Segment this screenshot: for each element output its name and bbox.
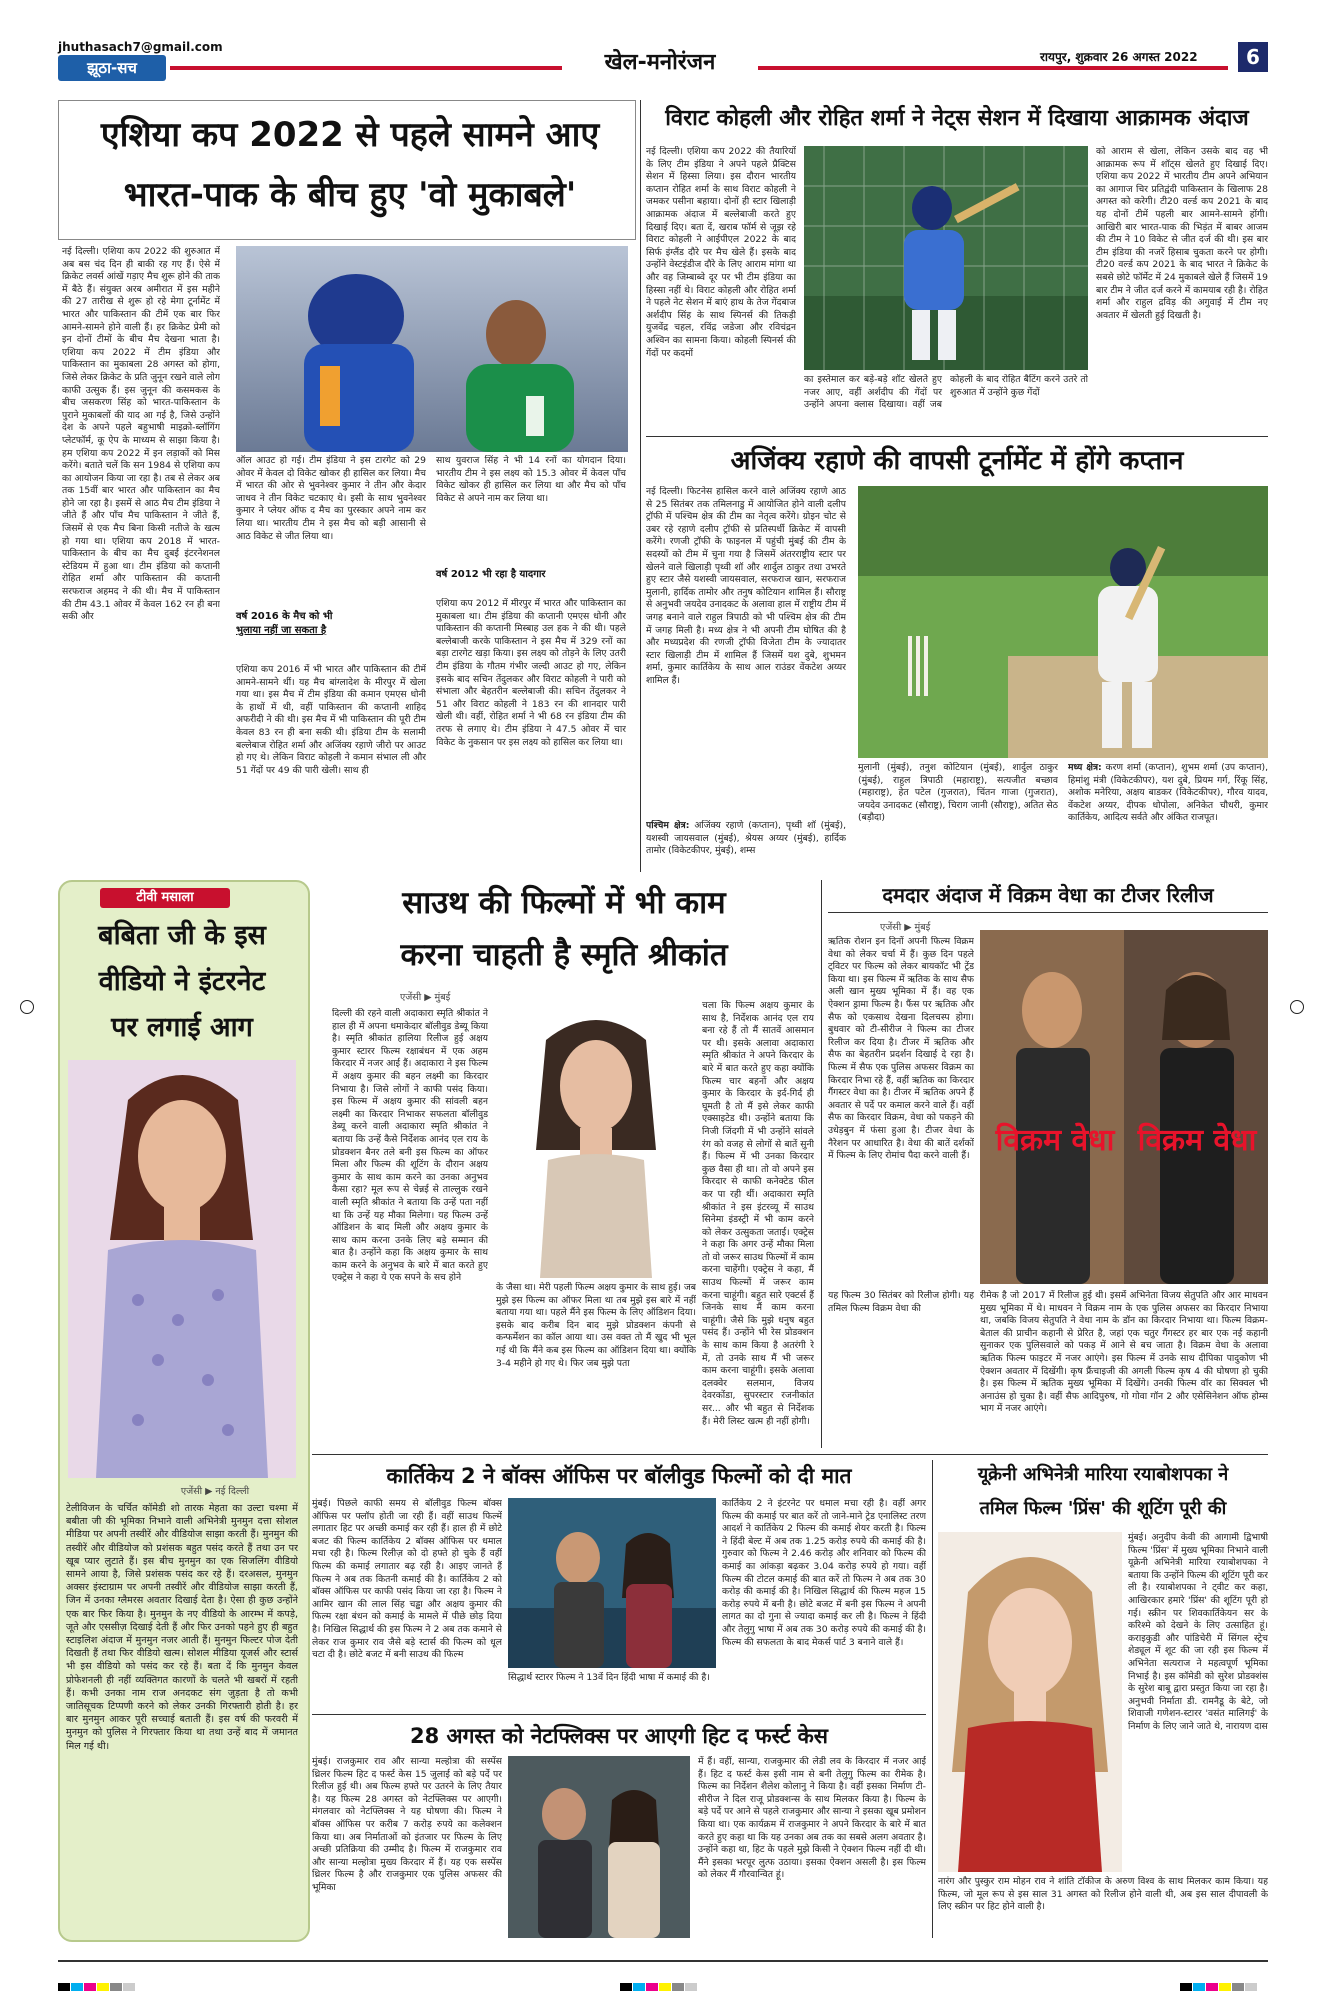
asia-subhead-2016-b: भुलाया नहीं जा सकता है [236, 625, 327, 636]
vikram-col3-text: यह फिल्म 30 सितंबर को रिलीज होगी। यह तमिल फिल्म विक्रम वेधा की [828, 1290, 974, 1314]
header-rule-right [758, 66, 1228, 70]
virat-photo-nets [804, 146, 1088, 370]
tv-masala-tag-text: टीवी मसाला [136, 890, 194, 905]
vikram-col2-text: रीमेक है जो 2017 में रिलीज हुई थी। इसमें अभिनेता विजय सेतुपति और आर माधवन मुख्य भूमिका में थे। माधवन ने विक्रम नाम के एक पुलिस अफसर का किरदार निभाया था, जबकि विजय सेतुपति ने वेधा नाम के डॉन का किरदार निभाया था। फिल्म विक्रम-बेताल की प्राचीन कहानी से प्रेरित है, जहां एक चतुर गैंगस्टर हर बार एक नई कहानी सुनाकर एक पुलिसवाले को पकड़ में आने से बच जाता है। विक्रम वेधा के अलावा ऋतिक फिल्म फाइटर में नजर आएंगे। इस फिल्म में उनके साथ दीपिका पादुकोण भी ऐक्शन अवतार में दिखेंगी। कृष फ्रैंचाइजी की अगली फिल्म कृष 4 की घोषणा हो चुकी है। इस फिल्म में ऋतिक मुख्य भूमिका में दिखेंगे। उनकी फिल्म वॉर का सिक्वल भी अनाउंस हो चुका है। वहीं सैफ आदिपुरुष, गो गोवा गॉन 2 और एसेसिनेशन ऑफ होम्स भाग में नजर आएंगे। [980, 1290, 1268, 1415]
masthead-logo [58, 55, 166, 81]
asia-col3-text: साथ युवराज सिंह ने भी 14 रनों का योगदान दिया। भारतीय टीम ने इस लक्ष्य को 15.3 ओवर में केवल पाँच विकेट खोकर ही हासिल कर लिया था और मैच को पाँच विकेट से अपने नाम कर लिया था। [436, 455, 626, 504]
rahane-headline: अजिंक्य रहाणे की वापसी टूर्नामेंट में होंगे कप्तान [730, 446, 1184, 476]
netflix-col1-text: मुंबई। राजकुमार राव और सान्या मल्होत्रा की सस्पेंस थ्रिलर फिल्म हिट द फर्स्ट केस 15 जुलाई को बड़े पर्दे पर रिलीज हुई थी। अब फिल्म हफ्ते पर उतरने के लिए तैयार है। यह फिल्म 28 अगस्त को नेटफ्लिक्स पर आएगी। मंगलवार को नेटफ्लिक्स ने यह घोषणा की। फिल्म ने बॉक्स ऑफिस पर करीब 7 करोड़ रुपये का कलेक्शन किया था। अब निर्माताओं को इंतजार पर फिल्म के लिए अच्छी प्रतिक्रिया की उम्मीद है। फिल्म में राजकुमार राव और सान्या मल्होत्रा मुख्य किरदार में हैं। यह एक सस्पेंस थ्रिलर फिल्म है और राजकुमार एक पुलिस अफसर की भूमिका [312, 1756, 502, 1893]
asia-col2-text: ऑल आउट हो गई। टीम इंडिया ने इस टारगेट को 29 ओवर में केवल दो विकेट खोकर ही हासिल कर लिया। मैच में भारत की ओर से भुवनेश्वर कुमार ने तीन और केदार जाधव ने तीन विकेट चटकाए थे। इसी के साथ भुवनेश्वर कुमार ने प्लेयर ऑफ द मैच का पुरस्कार अपने नाम कर लिया था। भारतीय टीम ने इस मैच को बड़ी आसानी से आठ विकेट से जीत लिया था। [236, 455, 426, 542]
babita-headline-line2: वीडियो ने इंटरनेट [98, 966, 266, 997]
rahane-west-text: अजिंक्य रहाणे (कप्तान), पृथ्वी शॉ (मुंबई), यशस्वी जायसवाल (मुंबई), श्रेयस अय्यर (मुंबई), हार्दिक तामोर (विकेटकीपर, मुंबई), शम्स [646, 820, 846, 857]
rahane-photo-batting [858, 486, 1268, 758]
kartikeya-headline: कार्तिकेय 2 ने बॉक्स ऑफिस पर बॉलीवुड फिल्मों को दी मात [386, 1464, 852, 1488]
smriti-col3-text: चला कि फिल्म अक्षय कुमार के साथ है, निर्देशक आनंद एल राय बना रहे हैं तो मैं सातवें आसमान पर थी। इसके अलावा अदाकारा स्मृति श्रीकांत ने अपने किरदार के बारे में बात करते हुए कहा क्योंकि फिल्म चार बहनों और अक्षय कुमार के किरदार के इर्द-गिर्द ही घूमती है तो मैं इसे लेकर काफी एक्साइटेड थी। उन्होंने बताया कि निजी जिंदगी में भी उन्होंने सांवले रंग को वजह से लोगों से बातें सुनी हैं। फिल्म में भी उनका किरदार कुछ वैसा ही था। तो वो अपने इस किरदार से काफी कनेक्टेड फील कर पा रही थीं। अदाकारा स्मृति श्रीकांत ने इस इंटरव्यू में साउथ सिनेमा इंडस्ट्री में भी काम करने को लेकर उत्सुकता जताई। एक्ट्रेस ने कहा कि अगर उन्हें मौका मिला तो वो जरूर साउथ फिल्मों में काम करना चाहेंगी। एक्ट्रेस ने कहा, मैं साउथ फिल्मों में जरूर काम करना चाहूंगी। बहुत सारे एक्टर्स हैं जिनके साथ मैं काम करना चाहूंगी। जैसे कि मुझे धनुष बहुत पसंद हैं। उन्होंने भी रेस प्रोडक्शन के साथ काम किया है अतरंगी रे में, तो उनके साथ मैं भी जरूर काम करना चाहूंगी। इसके अलावा दलक्वेर सलमान, विजय देवरकोंडा, सुपरस्टार रजनीकांत सर... और भी बहुत से निर्देशक हैं। मेरी लिस्ट खत्म ही नहीं होगी। [702, 1000, 814, 1427]
registration-mark-left [20, 1000, 34, 1014]
rahane-west-squad [646, 820, 846, 872]
divider-vertical-top [640, 100, 641, 872]
tv-masala-tag [100, 888, 230, 908]
asia-col3b-text: एशिया कप 2012 में मीरपुर में भारत और पाकिस्तान का मुकाबला था। टीम इंडिया की कप्तानी एमएस धोनी और पाकिस्तान की कप्तानी मिस्बाह उल हक ने की थी। पहले बल्लेबाजी करके पाकिस्तान ने इस मैच में 329 रनों का बड़ा टारगेट खड़ा किया। इस लक्ष्य को तोड़ने के लिए उतरी टीम इंडिया के गौतम गंभीर जल्दी आउट हो गए, लेकिन इसके बाद सचिन तेंदुलकर और विराट कोहली ने पारी को संभाला और बेहतरीन बल्लेबाजी की। सचिन तेंदुलकर ने 51 और विराट कोहली ने 183 रन की शानदार पारी खेली थी। वहीं, रोहित शर्मा ने भी 68 रन इंडिया टीम की तरफ से लगाए थे। टीम इंडिया ने 47.5 ओवर में चार विकेट के नुकसान पर इस लक्ष्य को हासिल कर लिया था। [436, 598, 626, 748]
rahane-central-text: करण शर्मा (कप्तान), शुभम शर्मा (उप कप्तान), हिमांशु मंत्री (विकेटकीपर), यश दुबे, प्रियम गर्ग, रिंकू सिंह, अशोक मनेरिया, अक्षय बाडकर (विकेटकीपर), गौरव यादव, वेंकटेश अय्यर, दीपक धोपोला, अनिकेत चौधरी, कुमार कार्तिकेय, आदित्य सर्वते और अंकित राजपूत। [1068, 762, 1268, 824]
asia-col1-text: नई दिल्ली। एशिया कप 2022 की शुरुआत में अब बस चंद दिन ही बाकी रह गए हैं। ऐसे में क्रिकेट लवर्स आंखें गड़ाए मैच शुरू होने की ताक में बैठे हैं। संयुक्त अरब अमीरात में इस महीने की 27 तारीख से शुरू हो रहे मेगा टूर्नामेंट में भारत और पाकिस्तान की टीमें एक बार फिर आमने-सामने होने वाली हैं। हर क्रिकेट प्रेमी को इन दोनों टीमों के बीच मैच देखना भाता है। एशिया कप 2022 में टीम इंडिया और पाकिस्तान का मुकाबला 28 अगस्त को होगा, जिसे लेकर क्रिकेट के प्रति जुनून रखने वाले लोग काफी उत्सुक हैं। इस जुनून की कसमकस के बीच जसकरण सिंह को भारत-पाकिस्तान के पुराने मुकाबलों की याद आ गई है, जिसे उन्होंने देश के अपने पहले बहुभाषी माइक्रो-ब्लॉगिंग प्लेटफॉर्म, कू ऐप के माध्यम से साझा किया है। हम एशिया कप 2022 में इन लड़ाकों को मिस करेंगे। बताते चलें कि सन 1984 से एशिया कप का आयोजन किया जा रहा है। तब से लेकर अब तक 15वीं बार भारत और पाकिस्तान का मैच होने जा रहा है। इसमें से आठ मैच टीम इंडिया ने जीते हैं और पाँच मैच पाकिस्तान ने जीते हैं, जिसमें से एक मैच बिना किसी नतीजे के खत्म हो गया था। एशिया कप 2018 में भारत-पाकिस्तान के बीच का मैच दुबई इंटरनेशनल स्टेडियम में हुआ था। टीम इंडिया को कप्तानी रोहित शर्मा और पाकिस्तान की कप्तानी सरफराज अहमद ने की थी। मैच में पाकिस्तान की टीम 43.1 ओवर में केवल 162 रन ही बना सकी और [62, 246, 220, 623]
rahane-west-label: पश्चिम क्षेत्र: [646, 820, 690, 831]
header-dateline: रायपुर, शुक्रवार 26 अगस्त 2022 [1040, 50, 1198, 64]
rahane-central-squad [1068, 762, 1268, 872]
vikram-headline-rule [828, 912, 1268, 913]
vikram-poster-title-left: विक्रम वेधा [995, 1123, 1115, 1158]
asia-headline-line1: एशिया कप 2022 से पहले सामने आए [100, 115, 600, 155]
maria-col1-text: मुंबई। अनुदीप केवी की आगामी द्विभाषी फिल्म 'प्रिंस' में मुख्य भूमिका निभाने वाली यूक्रेनी अभिनेत्री मारिया रयाबोशपका ने बताया कि उन्होंने फिल्म की शूटिंग पूरी कर ली है। रयाबोशपका ने ट्वीट कर कहा, आखिरकार हमारे 'प्रिंस' की शूटिंग पूरी हो गई। स्क्रीन पर शिवकार्तिकेयन सर के करिश्मे को देखने के लिए उत्साहित हूं। कराइकुडी और पांडिचेरी में सिंगल स्ट्रेच शेड्यूल में शूट की जा रही इस फिल्म में अभिनेता सत्यराज ने महत्वपूर्ण भूमिका निभाई है। इस कॉमेडी को सुरेश प्रोडक्शंस के सुरेश बाबू द्वारा प्रस्तुत किया जा रहा है। अनुभवी निर्माता डी. रामनैडू के बेटे, जो शिवाजी गणेशन-स्टारर 'वसंत मालिगई' के निर्माण के लिए जाने जाते थे, नारायण दास [1128, 1532, 1268, 1732]
divider-smriti-vikram [821, 880, 822, 1448]
footer-colorbar-center [620, 1976, 698, 1995]
section-title: खेल-मनोरंजन [604, 50, 716, 75]
rahane-col1-text: नई दिल्ली। फिटनेस हासिल करने वाले अजिंक्य रहाणे आठ से 25 सितंबर तक तमिलनाडु में आयोजित होने वाली दलीप ट्रॉफी में पश्चिम क्षेत्र की टीम का नेतृत्व करेंगे। ग्रोइन चोट से उबर रहे रहाणे दलीप ट्रॉफी से प्रतिस्पर्धी क्रिकेट में वापसी करेंगे। रणजी ट्रॉफी के फाइनल में पहुंची मुंबई की टीम के सदस्यों को टीम में चुना गया है जिसमें अंतरराष्ट्रीय स्टार पर खेलने वाले खिलाड़ी पृथ्वी शॉ और शार्दुल ठाकुर तथा उभरते हुए स्टार जैसे यशस्वी जायसवाल, सरफराज खान, सरफराज मुलानी, हार्दिक तामोर और तनुष कोटियान शामिल हैं। सौराष्ट्र से अनुभवी जयदेव उनादकट के अलावा हाल में राष्ट्रीय टीम में जगह बनाने वाले राहुल त्रिपाठी को भी पश्चिम क्षेत्र की टीम में जगह मिली है। मध्य क्षेत्र ने भी अपनी टीम घोषित की है और मध्यप्रदेश की रणजी ट्रॉफी विजेता टीम के ज्यादातर स्टार खिलाड़ी टीम में शामिल हैं जिसमें यश दुबे, शुभमन शर्मा, कुमार कार्तिकेय के साथ आल राउंडर वेंकटेश अय्यर शामिल हैं। [646, 486, 846, 686]
kartikeya-col1-text: मुंबई। पिछले काफी समय से बॉलीवुड फिल्म बॉक्स ऑफिस पर फ्लॉप होती जा रही हैं। वहीं साउथ फिल्में लगातार हिट पर अच्छी कमाई कर रही हैं। हाल ही में छोटे बजट की फिल्म कार्तिकेय 2 बॉक्स ऑफिस पर धमाल मचा रही है। फिल्म रिलीज़ को दो हफ्ते हो चुके हैं वहीं फिल्म की कमाई लगातार बढ़ रही है। आइए जानते हैं फिल्म ने अब तक कितनी कमाई की है। कार्तिकेय 2 को बॉक्स ऑफिस पर काफी पसंद किया जा रहा है। फिल्म ने आमिर खान की लाल सिंह चड्ढा और अक्षय कुमार की फिल्म रक्षा बंधन को कमाई के मामले में पीछे छोड़ दिया है। निखिल सिद्धार्थ की इस फिल्म ने 2 अब तक कमाने से लेकर राज कुमार राव जैसे बड़े स्टार्स की फिल्म को धूल चटा दी है। छोटे बजट में बनी साउथ की फिल्म [312, 1498, 502, 1661]
netflix-headline: 28 अगस्त को नेटफ्लिक्स पर आएगी हिट द फर्स्ट केस [410, 1724, 828, 1748]
virat-col3-text: को आराम से खेला, लेकिन उसके बाद वह भी आक्रामक रूप में शॉट्स खेलते हुए दिखाई दिए। एशिया कप 2022 में भारतीय टीम अपने अभियान का आगाज चिर प्रतिद्वंदी पाकिस्तान के खिलाफ 28 अगस्त को करेगी। टी20 वर्ल्ड कप 2021 के बाद यह दोनों टीमें पहली बार आमने-सामने होंगी। आखिरी बार भारत-पाक की भिड़ंत में बाबर आजम की टीम ने 10 विकेट से जीत दर्ज की थी। इस बार टीम इंडिया की नजरें हिसाब चुकता करने पर होगी। टी20 वर्ल्ड कप 2021 के बाद भारत ने क्रिकेट के सबसे छोटे फॉर्मेट में 24 मुकाबले खेले हैं जिसमें 19 बार टीम ने जीत दर्ज करने में कामयाब रही है। रोहित शर्मा और राहुल द्रविड़ की अगुवाई में टीम नए अवतार में खेलती हुई दिखती है। [1096, 146, 1268, 321]
footer-colorbar-right [1180, 1976, 1258, 1995]
masthead-logo-text: झूठा-सच [87, 59, 137, 77]
asia-subhead-2012: वर्ष 2012 भी रहा है यादगार [436, 569, 546, 580]
asia-col2b-text: एशिया कप 2016 में भी भारत और पाकिस्तान की टीमें आमने-सामने थीं। यह मैच बांग्लादेश के मीरपुर में खेला गया था। इस मैच में टीम इंडिया की कमान एमएस धोनी के हाथों में थी, वहीं पाकिस्तान की कप्तानी शाहिद अफरीदी ने की थी। इस मैच में भी पाकिस्तान की पूरी टीम केवल 83 रन ही बना सकी थी। इंडिया टीम के सलामी बल्लेबाज रोहित शर्मा और अजिंक्य रहाणे जीरो पर आउट हो गए थे। लेकिन विराट कोहली ने कमान संभाल ली और 51 गेंदों पर 49 की पारी खेली। साथ ही [236, 664, 426, 776]
divider-virat-rahane [646, 436, 1268, 437]
smriti-photo [496, 1000, 696, 1278]
netflix-photo [508, 1756, 690, 1938]
babita-byline: एजेंसी ▶ नई दिल्ली [180, 1486, 250, 1497]
vikram-poster [980, 930, 1268, 1284]
smriti-col2-text: के जैसा था। मेरी पहली फिल्म अक्षय कुमार के साथ हुई। जब मुझे इस फिल्म का ऑफर मिला था तब मुझे इस बारे में नहीं बताया गया था। पहले मैंने इस फिल्म के लिए ऑडिशन दिया। इसके बाद करीब दिन बाद मुझे प्रोडक्शन कंपनी से कन्फर्मेशन का कॉल आया था। उस वक्त तो मैं खुद भी भूल गई थी कि मैंने कब इस फिल्म का ऑडिशन दिया था। क्योंकि 3-4 महीने हो गए थे। फिर जब मुझे पता [496, 1282, 696, 1369]
virat-headline: विराट कोहली और रोहित शर्मा ने नेट्स सेशन में दिखाया आक्रामक अंदाज [665, 106, 1249, 131]
asia-subhead-2016-a: वर्ष 2016 के मैच को भी [236, 611, 333, 622]
maria-headline-line1: यूक्रेनी अभिनेत्री मारिया रयाबोशपका ने [977, 1464, 1229, 1485]
smriti-headline-line1: साउथ की फिल्मों में भी काम [402, 885, 726, 921]
asia-headline-line2: भारत-पाक के बीच हुए 'वो मुकाबले' [123, 175, 577, 215]
divider-mid-horizontal [312, 1454, 1268, 1455]
vikram-col1-text: ऋतिक रोशन इन दिनों अपनी फिल्म विक्रम वेधा को लेकर चर्चा में हैं। कुछ दिन पहले ट्विटर पर फिल्म को लेकर बायकॉट भी ट्रेंड किया था। इस फिल्म में ऋतिक के साथ सैफ अली खान मुख्य भूमिका में हैं। वह एक ऐक्शन ड्रामा फिल्म है। फैंस पर ऋतिक और सैफ को एकसाथ देखना दिलचस्प होगा। बुधवार को टी-सीरीज ने फिल्म का टीजर रिलीज कर दिया है। टीजर में ऋतिक और सैफ का बेहतरीन प्रदर्शन दिखाई दे रहा है। फिल्म में सैफ एक पुलिस अफसर विक्रम का किरदार निभा रहे हैं, वहीं ऋतिक का किरदार गैंगस्टर वेधा का है। टीजर में ऋतिक अपने हैं अवतार से पर्दे पर कमाल करने वाले हैं। वहीं सैफ का किरदार विक्रम, वेधा को पकड़ने की उधेड़बुन में फंसा हुआ है। टीजर वेधा के नैरेशन पर आधारित है। वेधा की बातें दर्शकों में फिल्म के लिए रोमांच पैदा करने वाली हैं। [828, 936, 974, 1162]
rahane-col2-text: मुलानी (मुंबई), तनुश कोटियान (मुंबई), शार्दुल ठाकुर (मुंबई), राहुल त्रिपाठी (महाराष्ट्र), सत्यजीत बच्छाव (महाराष्ट्र), हेत पटेल (गुजरात), चिंतन गाजा (गुजरात), जयदेव उनादकट (सौराष्ट्र), चिराग जानी (सौराष्ट्र), अतित सेठ (बड़ौदा) [858, 762, 1058, 824]
footer-colorbar-left [58, 1976, 136, 1995]
babita-body-text: टेलीविजन के चर्चित कॉमेडी शो तारक मेहता का उल्टा चश्मा में बबीता जी की भूमिका निभाने वाली अभिनेत्री मुनमुन दत्ता सोशल मीडिया पर अपनी तस्वीरें और वीडियोज साझा करती हैं। मुनमुन की तस्वीरें और वीडियोज को प्रशंसक बहुत पसंद करते हैं तथा उन पर खूब प्यार लुटाते हैं। इस बीच मुनमुन का एक सिजलिंग वीडियो सामने आया है, जिसे प्रशंसक पसंद कर रहे हैं। दरअसल, मुनमुन अक्सर इंस्टाग्राम पर अपनी तस्वीरें और वीडियोज साझा करती हैं, जिन में उनका ग्लैमरस अवतार दिखाई देता है। ऐसा ही कुछ उन्होंने एक बार फिर किया है। मुनमुन के नए वीडियो के आरम्भ में कपड़े, जूते और एससीज़ दिखाई देती हैं और फिर उनको पहने हुए ही बहुत स्टाइलिश अंदाज में मुनमुन नजर आती हैं। मुनमुन फिल्टर पोज देती दिखती हैं तथा फिर वीडियो खत्म। सोशल मीडिया यूजर्स और स्टार्स भी इस वीडियो को पसंद कर रहे हैं। बता दें कि मुनमुन केवल प्रोफेशनली ही नहीं व्यक्तिगत कारणों के चलते भी खबरों में रहती हैं। कभी उनका नाम राज अनदकट संग जुड़ता है तो कभी जातिसूचक टिप्पणी करने को लेकर उनकी गिरफ्तारी होती है। हर बार मुनमुन आकर पूरी सच्चाई बताती हैं। इस वर्ष की फरवरी में मुनमुन को पुलिस ने गिरफ्तार किया था तथा उन्हें बाद में जमानत मिल गई थी। [66, 1503, 298, 1752]
rahane-central-label: मध्य क्षेत्र: [1068, 762, 1102, 773]
asia-photo-rohit-babar [236, 246, 628, 452]
babita-photo [68, 1060, 296, 1478]
footer-rule [58, 1960, 1268, 1962]
vikram-headline: दमदार अंदाज में विक्रम वेधा का टीजर रिलीज [882, 883, 1214, 907]
babita-headline-line3: पर लगाई आग [111, 1012, 253, 1043]
page-number: 6 [1238, 42, 1268, 72]
header-email: jhuthasach7@gmail.com [58, 40, 223, 54]
kartikeya-col2-text: सिद्धार्थ स्टारर फिल्म ने 13वें दिन हिंदी भाषा में कमाई की है। [508, 1672, 710, 1683]
maria-col2-text: नारंग और पुस्कुर राम मोहन राव ने शांति टॉकीज के अरुण विश्व के साथ मिलकर काम किया। यह फिल्म, जो मूल रूप से इस साल 31 अगस्त को रिलीज होने वाली थी, अब इस साल दीपावली के लिए स्क्रीन पर हिट होने वाली है। [938, 1876, 1268, 1913]
virat-col2-text: का इस्तेमाल कर बड़े-बड़े शॉट खेलते हुए नजर आए, वहीं अर्शदीप की गेंदों पर उन्होंने अपना क्लास दिखाया। वहीं जब कोहली के बाद रोहित बैटिंग करने उतरे तो शुरुआत में उन्होंने कुछ गेंदों [804, 374, 1088, 411]
kartikeya-poster [508, 1498, 716, 1668]
netflix-col2-text: में हैं। वहीं, सान्या, राजकुमार की लेडी लव के किरदार में नजर आई हैं। हिट द फर्स्ट केस इसी नाम से बनी तेलुगु फिल्म का रीमेक है। फिल्म का निर्देशन शैलेश कोलानु ने किया है। वहीं इसका निर्माण टी-सीरीज ने दिल राजू प्रोडक्शन्स के साथ मिलकर किया है। फिल्म के बड़े पर्दे पर आने से पहले राजकुमार और सान्या ने इसका खूब प्रमोशन किया था। एक कार्यक्रम में राजकुमार ने अपने किरदार के बारे में बात करते हुए कहा था कि यह उनका अब तक का सबसे अलग अवतार है। उन्होंने कहा था, हिट के पहले मुझे किसी ने ऐक्शन फिल्म नहीं दी थी। मैंने इसका भरपूर लुत्फ उठाया। इसका ऐक्शन असली है। इस फिल्म को लेकर मैं गौरवान्वित हूं। [698, 1756, 926, 1881]
babita-headline-line1: बबिता जी के इस [98, 920, 266, 951]
divider-netflix-maria [932, 1460, 933, 1938]
maria-photo [938, 1532, 1122, 1872]
header-rule-left [170, 66, 562, 70]
maria-headline-line2: तमिल फिल्म 'प्रिंस' की शूटिंग पूरी की [979, 1498, 1227, 1519]
smriti-byline: एजेंसी ▶ मुंबई [400, 992, 451, 1003]
smriti-col1-text: दिल्ली की रहने वाली अदाकारा स्मृति श्रीकांत ने हाल ही में अपना धमाकेदार बॉलीवुड डेब्यू किया है। स्मृति श्रीकांत हालिया रिलीज हुई अक्षय कुमार स्टारर फिल्म रक्षाबंधन में एक अहम किरदार में नजर आई हैं। अदाकारा ने इस फिल्म में अक्षय कुमार की बहन लक्ष्मी का किरदार निभाया है। जिसे लोगों ने काफी पसंद किया। इस फिल्म में अक्षय कुमार की सांवली बहन लक्ष्मी का किरदार निभाकर सफलता बॉलीवुड डेब्यू करने वाली अदाकारा स्मृति श्रीकांत ने बताया कि उन्हें कैसे निर्देशक आनंद एल राय के प्रोडक्शन बैनर तले बनी इस फिल्म का ऑफर मिला और फिल्म की शूटिंग के दौरान अक्षय कुमार के साथ काम करने का उनका अनुभव कैसा रहा? मूल रूप से चेन्नई से ताल्लुक रखने वाली स्मृति श्रीकांत ने बताया कि उन्हें पता नहीं था कि उन्हें यह मौका मिलेगा। यह फिल्म उन्हें ऑडिशन के बाद मिली और अक्षय कुमार के साथ काम करना उनके लिए बड़े सम्मान की बात है। उन्होंने कहा कि अक्षय कुमार के साथ काम करने के अनुभव के बारे में बात करते हुए एक्ट्रेस ने कहा ये एक सपने के सच होने [332, 1008, 488, 1284]
smriti-headline-line2: करना चाहती है स्मृति श्रीकांत [400, 937, 728, 973]
divider-kartikeya-netflix [312, 1714, 926, 1715]
registration-mark-right [1290, 1000, 1304, 1014]
vikram-poster-title-right: विक्रम वेधा [1137, 1123, 1257, 1158]
vikram-byline: एजेंसी ▶ मुंबई [880, 922, 931, 933]
virat-col1-text: नई दिल्ली। एशिया कप 2022 की तैयारियों के लिए टीम इंडिया ने अपने पहले प्रैक्टिस सेशन में हिस्सा लिया। इस दौरान भारतीय कप्तान रोहित शर्मा के साथ विराट कोहली ने जमकर पसीना बहाया। दोनों ही स्टार खिलाड़ी आक्रामक अंदाज में बल्लेबाजी करते हुए दिखाई दिए। बता दें, खराब फॉर्म से जूझ रहे विराट कोहली ने आईपीएल 2022 के बाद सिर्फ इंग्लैंड दौरे पर मैच खेले हैं। इसके बाद उन्होंने वेस्टइंडीज दौरे के लिए आराम मांगा था और वह जिम्बाब्वे दूर पर भी टीम इंडिया का हिस्सा नहीं थे। विराट कोहली और रोहित शर्मा ने पहले नेट सेशन में बाएं हाथ के तेज गेंदबाज अर्शदीप सिंह के साथ स्पिनर्स की तिकड़ी युजवेंद्र चहल, रविंद्र जडेजा और रविचंद्रन अश्विन का सामना किया। कोहली स्पिनर्स की गेंदों पर कदमों [646, 146, 796, 359]
kartikeya-col3-text: कार्तिकेय 2 ने इंटरनेट पर धमाल मचा रही है। वहीं अगर फिल्म की कमाई पर बात करें तो जाने-माने ट्रेड एनालिस्ट तरण आदर्श ने कार्तिकेय 2 फिल्म की कमाई शेयर करती है। फिल्म ने हिंदी बेल्ट में अब तक 1.25 करोड़ रुपये की कमाई की है। गुरुवार को फिल्म ने 2.46 करोड़ और शनिवार को फिल्म की कमाई का आंकड़ा बढ़कर 3.04 करोड़ रुपये हो गया। वहीं फिल्म की टोटल कमाई की बात करें तो फिल्म ने अब तक 30 करोड़ की कमाई की है। निखिल सिद्धार्थ की फिल्म महज 15 करोड़ रुपये में बनी है। छोटे बजट में बनी इस फिल्म ने अपनी लागत का दो गुना से ज्यादा कमाई कर ली है। फिल्म ने हिंदी और तेलुगु भाषा में अब तक 30 करोड़ रुपये की कमाई की है। फिल्म की सफलता के बाद मेकर्स पार्ट 3 बनाने वाले हैं। [722, 1498, 926, 1648]
